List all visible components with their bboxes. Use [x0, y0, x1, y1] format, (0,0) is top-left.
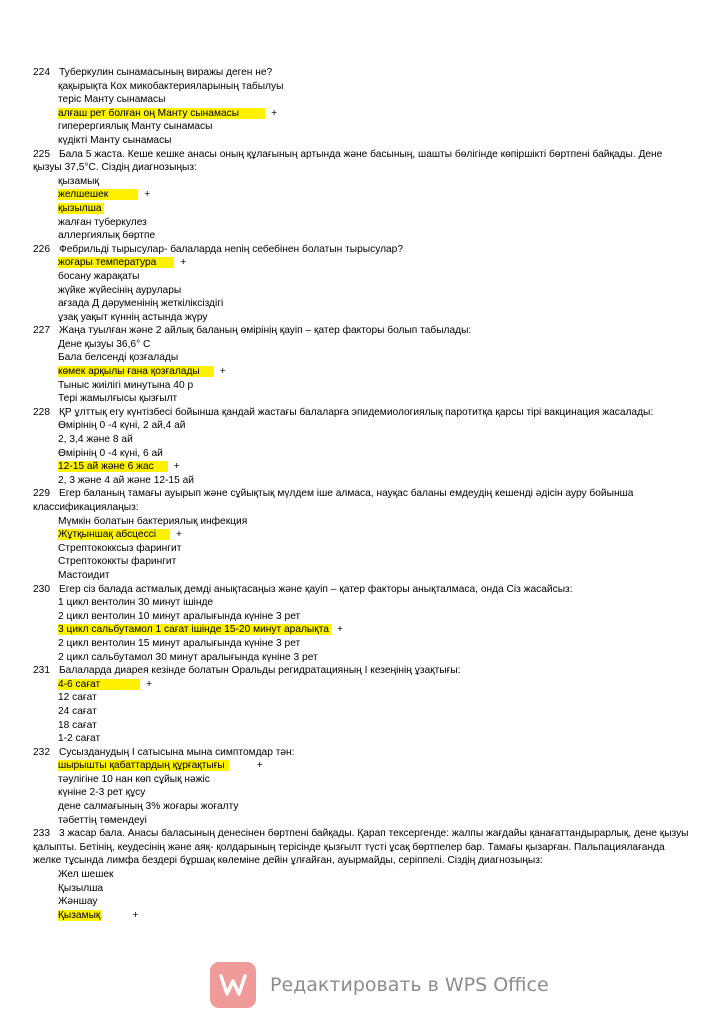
answer-option	[33, 786, 693, 800]
wps-logo-icon[interactable]	[210, 962, 256, 1008]
answer-option	[33, 651, 693, 665]
option-text: Стрептококкты фарингит	[58, 556, 177, 568]
answer-option	[33, 814, 693, 828]
answer-option	[33, 637, 693, 651]
question-number: 231	[33, 665, 50, 677]
option-text: 18 сағат	[58, 719, 97, 731]
correct-answer-mark: +	[219, 366, 226, 378]
question-233	[33, 827, 693, 868]
option-text: ағзада Д дәруменінің жеткіліксіздігі	[58, 298, 224, 310]
option-text: күдікті Манту сынамасы	[58, 134, 172, 146]
question-text: Егер баланың тамағы ауырып және сұйықтық мүлдем іше алмаса, науқас баланы емдеудің кешенді әдісін ауру бойынша классификациялаңыз:	[33, 488, 634, 513]
option-text: жалған туберкулез	[58, 216, 147, 228]
answer-option	[33, 691, 693, 705]
option-text: қызылша	[58, 202, 102, 214]
answer-option	[33, 338, 693, 352]
correct-answer-mark: +	[146, 678, 153, 690]
answer-option	[33, 93, 693, 107]
option-text: тәбеттің төмендеуі	[58, 814, 147, 826]
option-text: 12-15 ай және 6 жас	[58, 461, 168, 472]
correct-answer-mark: +	[176, 529, 182, 541]
answer-option-correct	[33, 678, 693, 692]
answer-option	[33, 895, 693, 909]
correct-answer-mark: +	[144, 189, 151, 201]
question-text: Фебрильді тырысулар- балаларда нenің себебінен болатын тырысулар?	[59, 243, 404, 255]
answer-option-correct	[33, 107, 693, 121]
question-225	[33, 148, 693, 175]
option-text: 2, 3,4 және 8 ай	[58, 434, 133, 446]
option-text: 24 сағат	[58, 705, 97, 717]
question-number: 230	[33, 583, 50, 595]
answer-option	[33, 120, 693, 134]
answer-option	[33, 474, 693, 488]
question-text: Балаларда диарея кезінде болатын Оральды регидратацияның I кезеңінің ұзақтығы:	[59, 665, 461, 677]
question-text: ҚР ұлттық егу күнтізбесі бойынша қандай жастағы балаларға эпидемиологиялық паротитқа қарсы тірі вакцинация жасалады:	[59, 406, 654, 418]
document-body	[33, 66, 693, 922]
option-text: Жел шешек	[58, 869, 114, 881]
option-text: Өмірінің 0 -4 күні, 6 ай	[58, 447, 163, 459]
question-number: 224	[33, 67, 50, 78]
question-number: 225	[33, 148, 50, 160]
option-text: Стрептококксыз фарингит	[58, 542, 182, 554]
question-number: 232	[33, 746, 50, 758]
question-number: 233	[33, 828, 50, 840]
answer-option-correct	[33, 460, 693, 474]
option-text: босану жарақаты	[58, 270, 140, 282]
question-231	[33, 664, 693, 678]
option-text: 12 сағат	[58, 692, 97, 704]
question-text: Бала 5 жаста. Кеше кешке анасы оның құлағының артында және басының, шашты бөлігінде көпіршікті бөртпені байқады. Дене қызуы 37,5°С. Сіздің диагнозыңыз:	[33, 148, 663, 174]
option-text: 2 цикл сальбутамол 30 минут аралығында күніне 3 рет	[58, 651, 318, 663]
wps-edit-banner[interactable]	[210, 962, 549, 1008]
option-text: дене салмағының 3% жоғары жоғалту	[58, 801, 239, 813]
answer-option	[33, 447, 693, 461]
question-229	[33, 487, 693, 514]
answer-option	[33, 270, 693, 284]
option-text: шырышты қабаттардың құрғақтығы	[58, 760, 229, 771]
answer-option	[33, 433, 693, 447]
option-text: гиперергиялық Манту сынамасы	[58, 121, 213, 133]
question-text: Жаңа туылған және 2 айлық баланың өмірінің қауіп – қатер факторы болып табылады:	[59, 325, 472, 337]
answer-option	[33, 569, 693, 583]
option-text: күніне 2-3 рет құсу	[58, 787, 146, 799]
option-text: алғаш рет болған оң Манту сынамасы	[58, 108, 265, 119]
answer-option	[33, 284, 693, 298]
option-text: Өмірінің 0 -4 күні, 2 ай,4 ай	[58, 420, 186, 432]
answer-option-correct	[33, 202, 693, 216]
answer-option	[33, 800, 693, 814]
answer-option	[33, 773, 693, 787]
option-text: 4-6 сағат	[58, 679, 140, 690]
answer-option	[33, 216, 693, 230]
answer-option	[33, 515, 693, 529]
option-text: аллергиялық бөртпе	[58, 230, 156, 242]
correct-answer-mark: +	[336, 624, 343, 636]
option-text: 2 цикл вентолин 10 минут аралығында күніне 3 рет	[58, 610, 301, 622]
answer-option-correct	[33, 256, 693, 270]
question-224	[33, 66, 693, 80]
option-text: Бала белсенді қозғалады	[58, 352, 179, 364]
option-text: 3 цикл сальбутамол 1 сағат ішінде 15-20 минут аралықта	[58, 624, 329, 636]
answer-option	[33, 175, 693, 189]
answer-option-correct	[33, 188, 693, 202]
question-number: 229	[33, 488, 50, 500]
answer-option	[33, 80, 693, 94]
option-text: Тыныс жиілігі минутына 40 р	[58, 379, 194, 391]
option-text: 1 цикл вентолин 30 минут ішінде	[58, 597, 214, 609]
question-number: 226	[33, 243, 50, 255]
option-text: қақырықта Кох микобактерияларының табылуы	[58, 80, 284, 92]
option-text: Мүмкін болатын бактериялық инфекция	[58, 515, 248, 527]
answer-option	[33, 229, 693, 243]
answer-option	[33, 134, 693, 148]
option-text: Жәншау	[58, 896, 98, 908]
option-text: қызамық	[58, 175, 99, 187]
option-text: жүйке жүйесінің аурулары	[58, 284, 182, 296]
option-text: көмек арқылы ғана қозғалады	[58, 366, 214, 377]
option-text: теріс Манту сынамасы	[58, 94, 166, 106]
answer-option	[33, 882, 693, 896]
correct-answer-mark: +	[271, 107, 278, 119]
answer-option	[33, 705, 693, 719]
question-228	[33, 406, 693, 420]
answer-option-correct	[33, 759, 693, 773]
answer-option	[33, 868, 693, 882]
question-text: Сусызданудың I сатысына мына симптомдар тән:	[59, 746, 295, 758]
question-232	[33, 746, 693, 760]
answer-option-correct	[33, 909, 693, 923]
option-text: тәулігіне 10 нан көп сұйық нәжіс	[58, 773, 210, 785]
answer-option	[33, 542, 693, 556]
answer-option	[33, 610, 693, 624]
option-text: ұзақ уақыт күннің астында жүру	[58, 311, 208, 323]
option-text: Тері жамылғысы қызғылт	[58, 393, 178, 405]
answer-option	[33, 297, 693, 311]
question-text: Туберкулин сынамасының виражы деген не?	[59, 67, 273, 78]
question-text: Егер сіз балада астмалық демді анықтасаңыз және қауіп – қатер факторы анықталмаса, онда Сіз жасайсыз:	[59, 583, 573, 595]
answer-option	[33, 351, 693, 365]
option-text: 2, 3 және 4 ай және 12-15 ай	[58, 474, 194, 486]
correct-answer-mark: +	[180, 257, 187, 269]
option-text: Қызамық	[58, 909, 101, 921]
question-226	[33, 243, 693, 257]
answer-option	[33, 555, 693, 569]
answer-option	[33, 732, 693, 746]
option-text: Мастоидит	[58, 569, 110, 581]
option-text: 2 цикл вентолин 15 минут аралығында күніне 3 рет	[58, 637, 301, 649]
correct-answer-mark: +	[173, 461, 180, 473]
answer-option	[33, 596, 693, 610]
wps-edit-label[interactable]: Редактировать в WPS Office	[270, 974, 549, 996]
option-text: жоғары температура	[58, 257, 174, 268]
answer-option-correct	[33, 365, 693, 379]
answer-option-correct	[33, 528, 693, 542]
correct-answer-mark: +	[256, 760, 263, 772]
question-227	[33, 324, 693, 338]
answer-option	[33, 392, 693, 406]
question-number: 227	[33, 325, 50, 337]
option-text: Қызылша	[58, 882, 104, 894]
option-text: 1-2 сағат	[58, 733, 101, 745]
answer-option	[33, 419, 693, 433]
answer-option-correct	[33, 623, 693, 637]
question-230	[33, 583, 693, 597]
question-text: 3 жасар бала. Анасы баласының денесінен бөртпені байқады. Қарап тексергенде: жалпы жағдайы қанағаттандырарлық, дене қызуы қалыпты. Бетінің, кеудесінің және аяқ- қолдарының терісінде қызғылт түсті ұсақ бөртпелер бар. Тамағы қызарған. Пальпациялағанда желке тұсында лимфа бездері бұршақ көлеміне дейін ұлғайған, ауырмайды, серіппелі. Сіздің диагнозыңыз:	[33, 828, 689, 867]
correct-answer-mark: +	[132, 909, 139, 921]
question-number: 228	[33, 406, 50, 418]
option-text: Жұтқыншақ абсцессі	[58, 529, 170, 540]
answer-option	[33, 719, 693, 733]
option-text: желшешек	[58, 189, 138, 200]
answer-option	[33, 379, 693, 393]
answer-option	[33, 311, 693, 325]
option-text: Дене қызуы 36,6° С	[58, 338, 151, 350]
